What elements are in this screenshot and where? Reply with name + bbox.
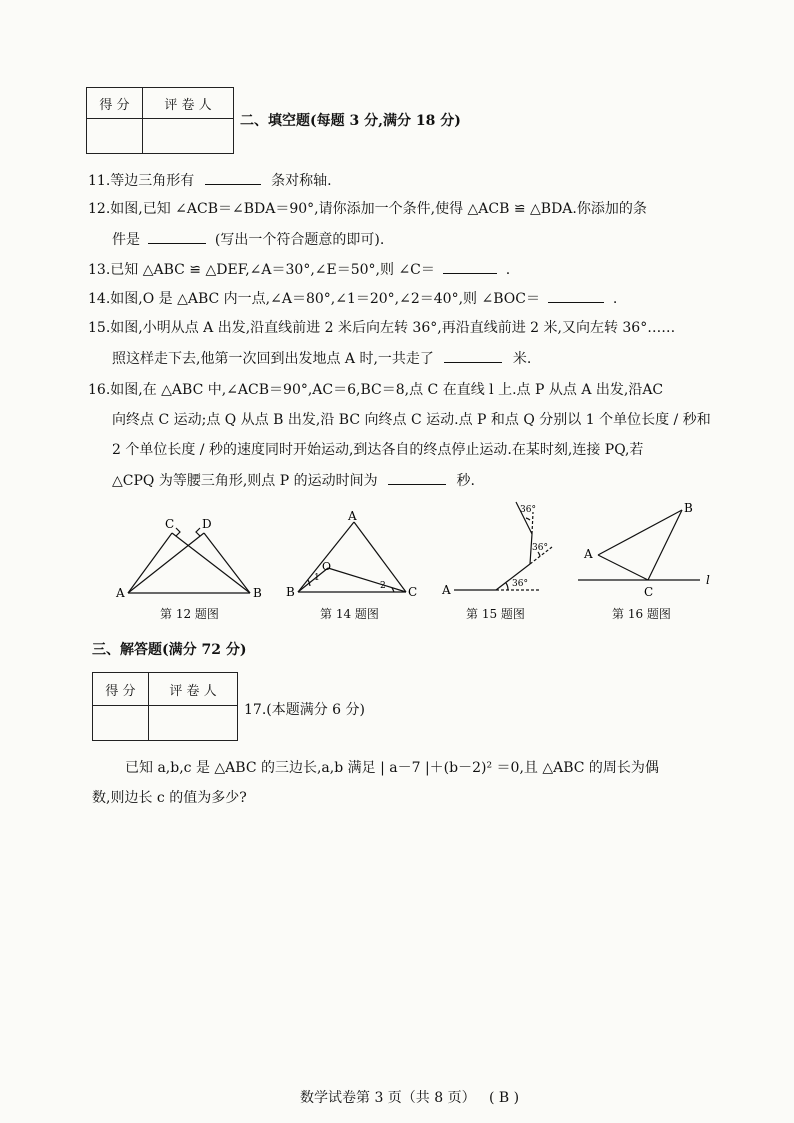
- fig16-label-b: B: [684, 501, 693, 515]
- fig15-angle-label-1: 36°: [512, 579, 528, 589]
- fig12-label-d: D: [202, 517, 212, 531]
- fig12-label-b: B: [253, 586, 262, 600]
- fig14-label-2: 2: [380, 581, 386, 591]
- question-16-line2: 向终点 C 运动;点 Q 从点 B 出发,沿 BC 向终点 C 运动.点 P 和点 Q 分别以 1 个单位长度 / 秒和: [112, 412, 711, 428]
- score-header: 得 分: [87, 88, 143, 119]
- fig14-caption: 第 14 题图: [320, 607, 379, 621]
- score-box-2: [92, 672, 238, 741]
- fig14-label-b: B: [286, 585, 295, 599]
- section2-title: 二、填空题(每题 3 分,满分 18 分): [240, 113, 461, 129]
- question-16-line4: △CPQ 为等腰三角形,则点 P 的运动时间为 秒.: [112, 470, 475, 491]
- fig14-segment-ba: [298, 522, 354, 592]
- fig16-segment-cb: [648, 510, 682, 580]
- fig12-label-a: A: [116, 586, 125, 600]
- question-14: 14.如图,O 是 △ABC 内一点,∠A＝80°,∠1＝20°,∠2＝40°,则 ∠BOC＝ .: [88, 288, 617, 309]
- fig14-segment-oc: [328, 568, 406, 592]
- figure-14: [282, 508, 422, 604]
- figure-12: [110, 508, 270, 604]
- score-header-2: 得 分: [93, 673, 149, 706]
- fig15-arc-1: [506, 583, 508, 590]
- grader-cell[interactable]: [143, 119, 234, 154]
- fig16-label-l: l: [706, 573, 710, 587]
- fig16-label-a: A: [584, 547, 593, 561]
- question-15-line1: 15.如图,小明从点 A 出发,沿直线前进 2 米后向左转 36°,再沿直线前进 2 米,又向左转 36°……: [88, 320, 676, 336]
- fig12-right-angle-d: [196, 528, 200, 536]
- fig15-arc-3: [526, 518, 530, 520]
- figure-15: [440, 494, 560, 604]
- q12-answer-blank[interactable]: [148, 229, 206, 244]
- fig14-label-1: 1: [314, 573, 320, 583]
- question-16-line1: 16.如图,在 △ABC 中,∠ACB＝90°,AC＝6,BC＝8,点 C 在直线 l 上.点 P 从点 A 出发,沿AC: [88, 382, 664, 398]
- question-17-line1: 已知 a,b,c 是 △ABC 的三边长,a,b 满足 | a－7 |＋(b－2)² ＝0,且 △ABC 的周长为偶: [125, 760, 659, 776]
- question-17-title: 17.(本题满分 6 分): [244, 702, 365, 718]
- q11-answer-blank[interactable]: [205, 170, 261, 185]
- page-footer: 数学试卷第 3 页（共 8 页） ( B ): [300, 1090, 520, 1106]
- q16-answer-blank[interactable]: [388, 470, 446, 485]
- grader-header: 评 卷 人: [143, 88, 234, 119]
- question-12-line2: 件是 (写出一个符合题意的即可).: [112, 229, 384, 250]
- question-11: 11.等边三角形有 条对称轴.: [88, 170, 332, 191]
- fig12-caption: 第 12 题图: [160, 607, 219, 621]
- question-16-line3: 2 个单位长度 / 秒的速度同时开始运动,到达各自的终点停止运动.在某时刻,连接 PQ,若: [112, 442, 644, 458]
- fig14-label-o: O: [322, 560, 332, 573]
- question-15-line2: 照这样走下去,他第一次回到出发地点 A 时,一共走了 米.: [112, 348, 531, 369]
- fig12-right-angle-c: [176, 528, 180, 536]
- grader-header-2: 评 卷 人: [149, 673, 238, 706]
- question-17-line2: 数,则边长 c 的值为多少?: [92, 790, 247, 806]
- figure-16: [578, 500, 718, 604]
- question-17-answer-area[interactable]: [92, 820, 712, 1070]
- fig16-segment-ac: [598, 555, 648, 580]
- fig14-label-a: A: [348, 509, 357, 523]
- score-cell[interactable]: [87, 119, 143, 154]
- q15-answer-blank[interactable]: [444, 348, 502, 363]
- question-12-line1: 12.如图,已知 ∠ACB＝∠BDA＝90°,请你添加一个条件,使得 △ACB ≌ △BDA.你添加的条: [88, 201, 647, 217]
- score-box-1: [86, 87, 234, 154]
- score-cell-2[interactable]: [93, 706, 149, 741]
- fig15-ext-3: [532, 512, 533, 534]
- fig15-angle-label-3: 36°: [520, 505, 536, 515]
- fig15-label-a: A: [442, 583, 451, 597]
- grader-cell-2[interactable]: [149, 706, 238, 741]
- fig16-caption: 第 16 题图: [612, 607, 671, 621]
- fig15-caption: 第 15 题图: [466, 607, 525, 621]
- fig16-label-c: C: [644, 585, 654, 599]
- fig14-label-c: C: [408, 585, 418, 599]
- q13-answer-blank[interactable]: [443, 259, 497, 274]
- fig16-segment-ba: [598, 510, 682, 555]
- question-13: 13.已知 △ABC ≌ △DEF,∠A＝30°,∠E＝50°,则 ∠C＝ .: [88, 259, 510, 280]
- q14-answer-blank[interactable]: [548, 288, 604, 303]
- section3-title: 三、解答题(满分 72 分): [92, 642, 247, 658]
- fig15-angle-label-2: 36°: [532, 543, 548, 553]
- fig12-label-c: C: [165, 517, 175, 531]
